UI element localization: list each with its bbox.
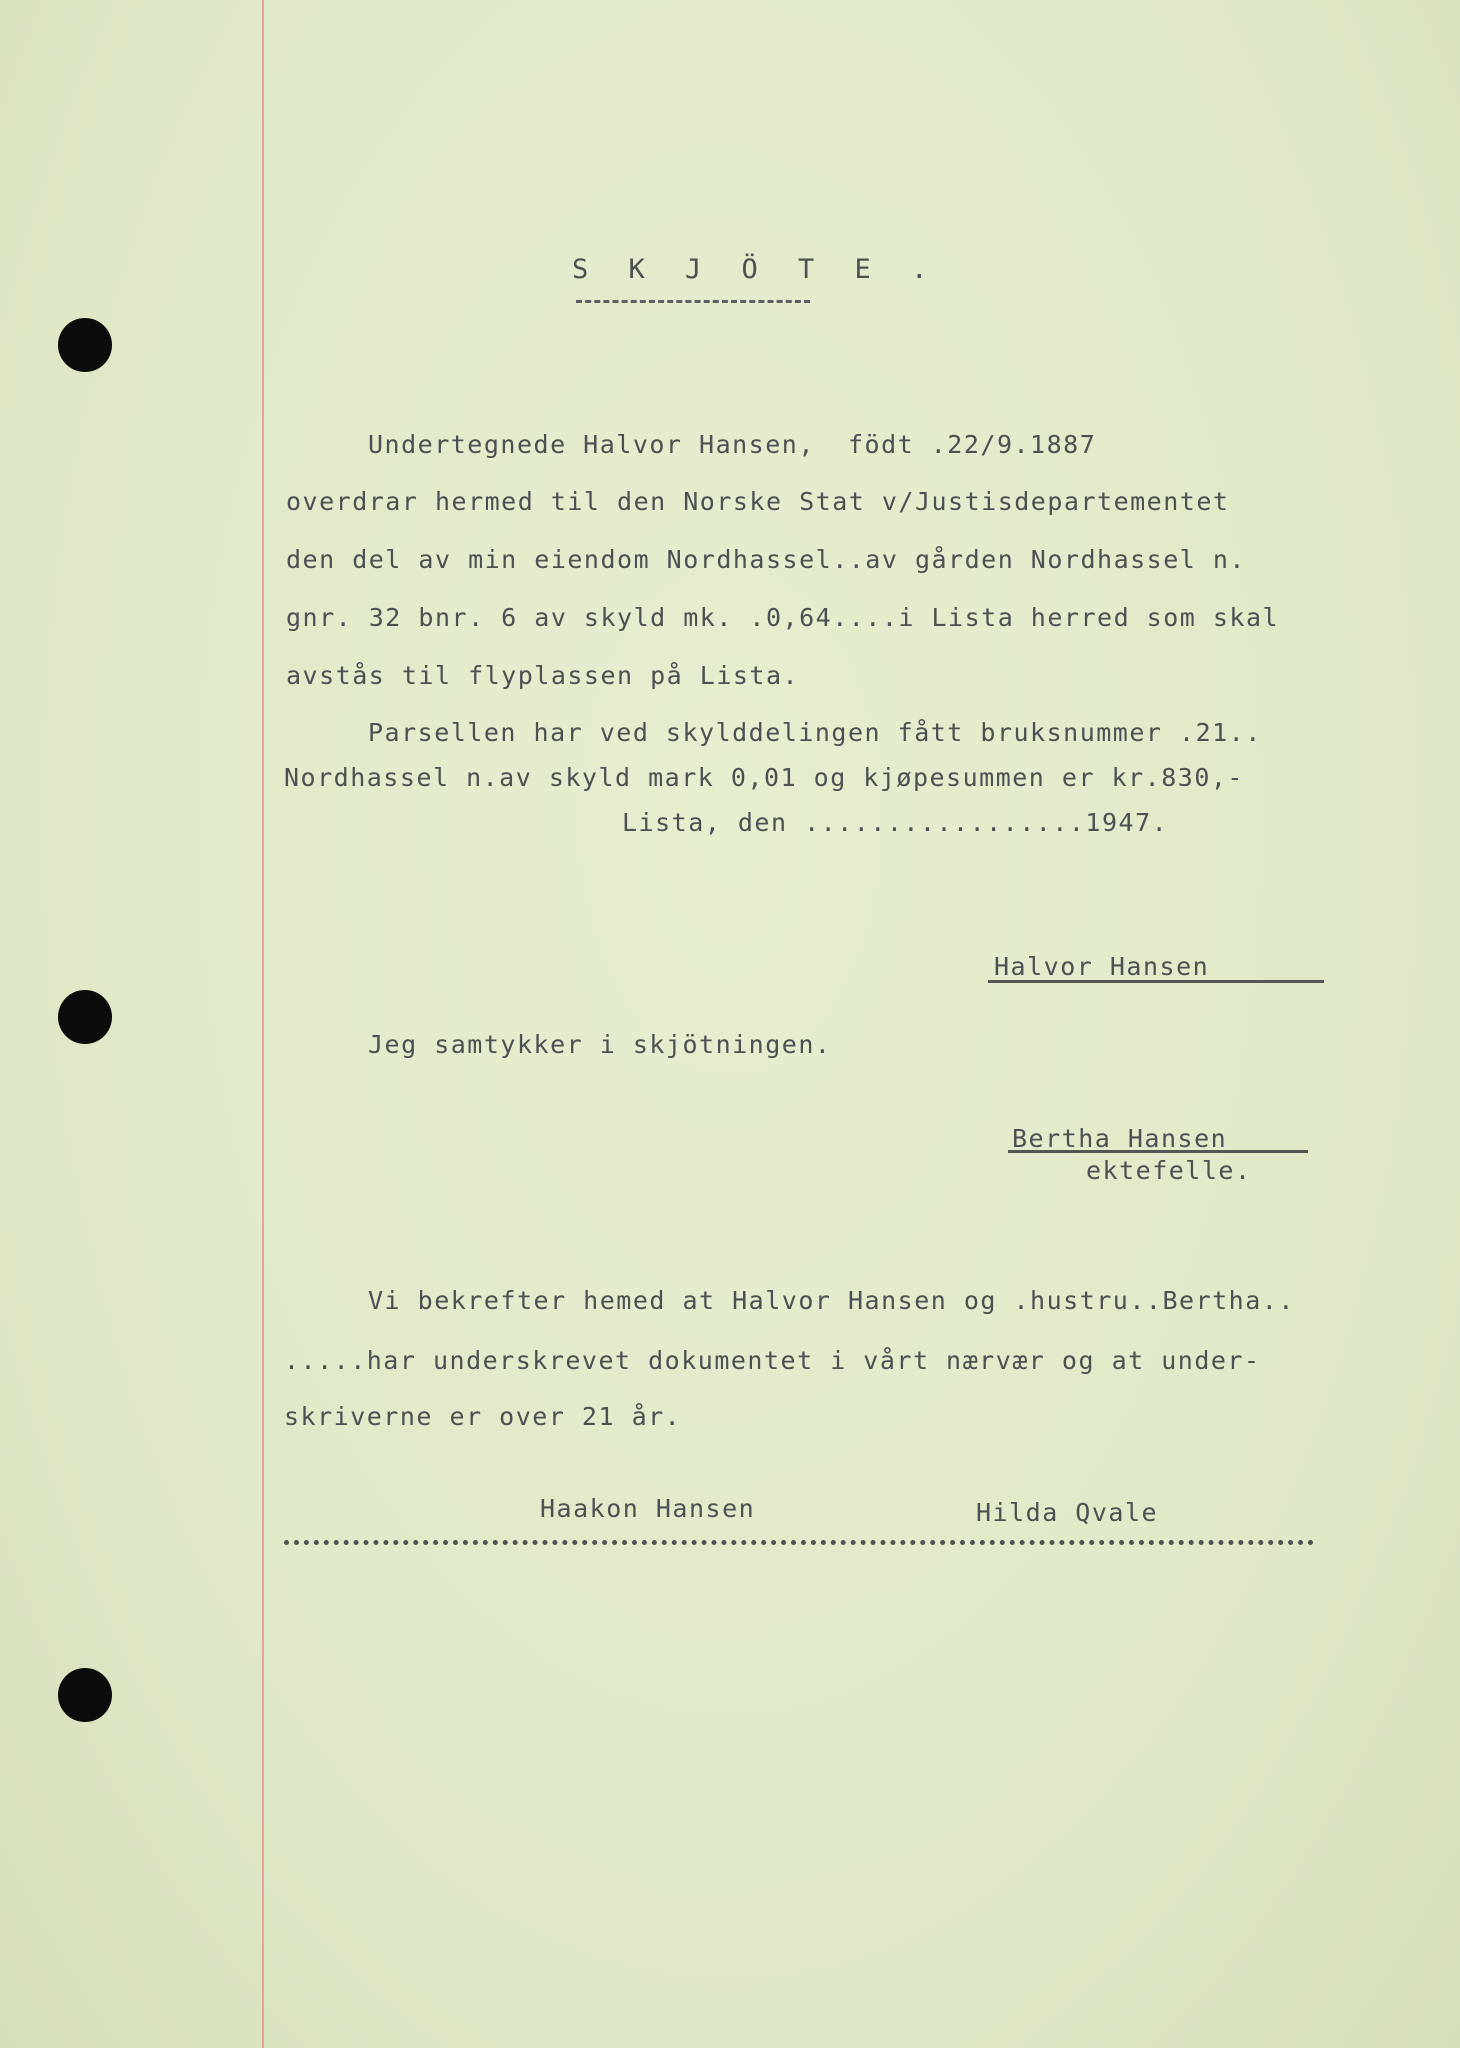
witness-paragraph-line: Vi bekrefter hemed at Halvor Hansen og .hustru..Bertha.. [368,1286,1295,1315]
consent-text: Jeg samtykker i skjötningen. [368,1030,832,1059]
punch-hole [58,1668,112,1722]
spouse-signature: Bertha Hansen [1012,1124,1228,1153]
witness-paragraph-line: .....har underskrevet dokumentet i vårt nærvær og at under- [284,1346,1261,1375]
paragraph2-line: Parsellen har ved skylddelingen fått bruksnummer .21.. [368,718,1262,747]
title-underline [576,300,810,303]
paragraph1-line: gnr. 32 bnr. 6 av skyld mk. .0,64....i Lista herred som skal [286,603,1280,632]
witness1-signature: Haakon Hansen [540,1494,756,1523]
punch-hole [58,318,112,372]
spouse-signature-line [1008,1150,1308,1153]
margin-rule [262,0,264,2048]
place-date: Lista, den .................1947. [622,808,1169,837]
paragraph1-line: Undertegnede Halvor Hansen, födt .22/9.1887 [368,430,1097,459]
paragraph1-line: avstås til flyplassen på Lista. [286,661,800,690]
seller-signature: Halvor Hansen [994,952,1210,981]
witness-dotted-rule [284,1540,1314,1545]
punch-hole [58,990,112,1044]
seller-signature-line [988,980,1324,983]
witness-paragraph-line: skriverne er over 21 år. [284,1402,682,1431]
document-title: S K J Ö T E . [572,254,940,285]
paragraph2-line: Nordhassel n.av skyld mark 0,01 og kjøpesummen er kr.830,- [284,763,1244,792]
spouse-role: ektefelle. [1086,1156,1252,1185]
paragraph1-line: den del av min eiendom Nordhassel..av gården Nordhassel n. [286,545,1246,574]
paragraph1-line: overdrar hermed til den Norske Stat v/Justisdepartementet [286,487,1230,516]
witness2-signature: Hilda Qvale [976,1498,1159,1527]
